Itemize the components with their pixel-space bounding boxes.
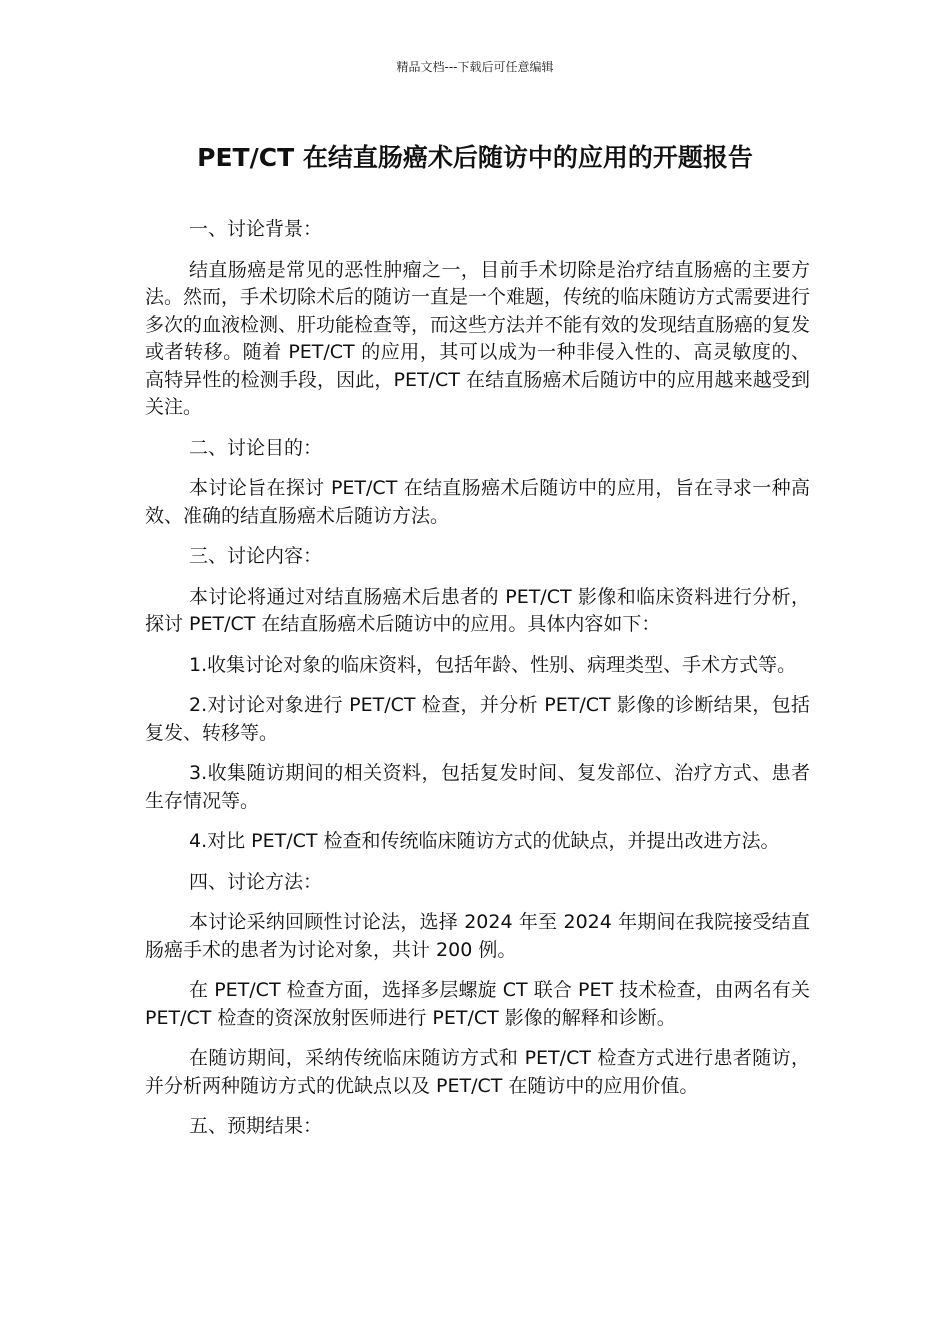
section-heading-method: 四、讨论方法： <box>189 870 323 893</box>
document-title: PET/CT 在结直肠癌术后随访中的应用的开题报告 <box>197 143 753 172</box>
list-item-4: 4.对比 PET/CT 检查和传统临床随访方式的优缺点，并提出改进方法。 <box>189 830 780 852</box>
paragraph-background: 结直肠癌是常见的恶性肿瘤之一，目前手术切除是治疗结直肠癌的主要方法。然而，手术切除术后的随访一直是一个难题，传统的临床随访方式需要进行多次的血液检测、肝功能检查等，而这些方法并不能有效的发现结直肠癌的复发或者转移。随着 PET/CT 的应用，其可以成为一种非侵入性的、高灵敏度的、高特异性的检测手段，因此，PET/CT 在结直肠癌术后随访中的应用越来越受到关注。 <box>145 258 811 418</box>
paragraph-content-intro: 本讨论将通过对结直肠癌术后患者的 PET/CT 影像和临床资料进行分析，探讨 PET/CT 在结直肠癌术后随访中的应用。具体内容如下： <box>145 585 810 635</box>
paragraph-method-1: 本讨论采纳回顾性讨论法，选择 2024 年至 2024 年期间在我院接受结直肠癌手术的患者为讨论对象，共计 200 例。 <box>145 911 810 961</box>
section-heading-content: 三、讨论内容： <box>189 545 323 567</box>
paragraph-method-2: 在 PET/CT 检查方面，选择多层螺旋 CT 联合 PET 技术检查，由两名有关 PET/CT 检查的资深放射医师进行 PET/CT 影像的解释和诊断。 <box>145 979 810 1029</box>
list-item-2: 2.对讨论对象进行 PET/CT 检查，并分析 PET/CT 影像的诊断结果，包括复发、转移等。 <box>145 694 810 744</box>
list-item-3: 3.收集随访期间的相关资料，包括复发时间、复发部位、治疗方式、患者生存情况等。 <box>145 762 810 812</box>
page-header: 精品文档---下载后可任意编辑 <box>396 60 554 74</box>
paragraph-purpose: 本讨论旨在探讨 PET/CT 在结直肠癌术后随访中的应用，旨在寻求一种高效、准确的结直肠癌术后随访方法。 <box>145 477 810 527</box>
section-heading-purpose: 二、讨论目的： <box>189 436 323 459</box>
document-body <box>145 216 810 1154</box>
list-item-1: 1.收集讨论对象的临床资料，包括年龄、性别、病理类型、手术方式等。 <box>189 653 797 676</box>
section-heading-background: 一、讨论背景： <box>189 218 323 240</box>
paragraph-method-3: 在随访期间，采纳传统临床随访方式和 PET/CT 检查方式进行患者随访，并分析两种随访方式的优缺点以及 PET/CT 在随访中的应用价值。 <box>145 1047 810 1097</box>
section-heading-expected-results: 五、预期结果： <box>189 1115 323 1137</box>
